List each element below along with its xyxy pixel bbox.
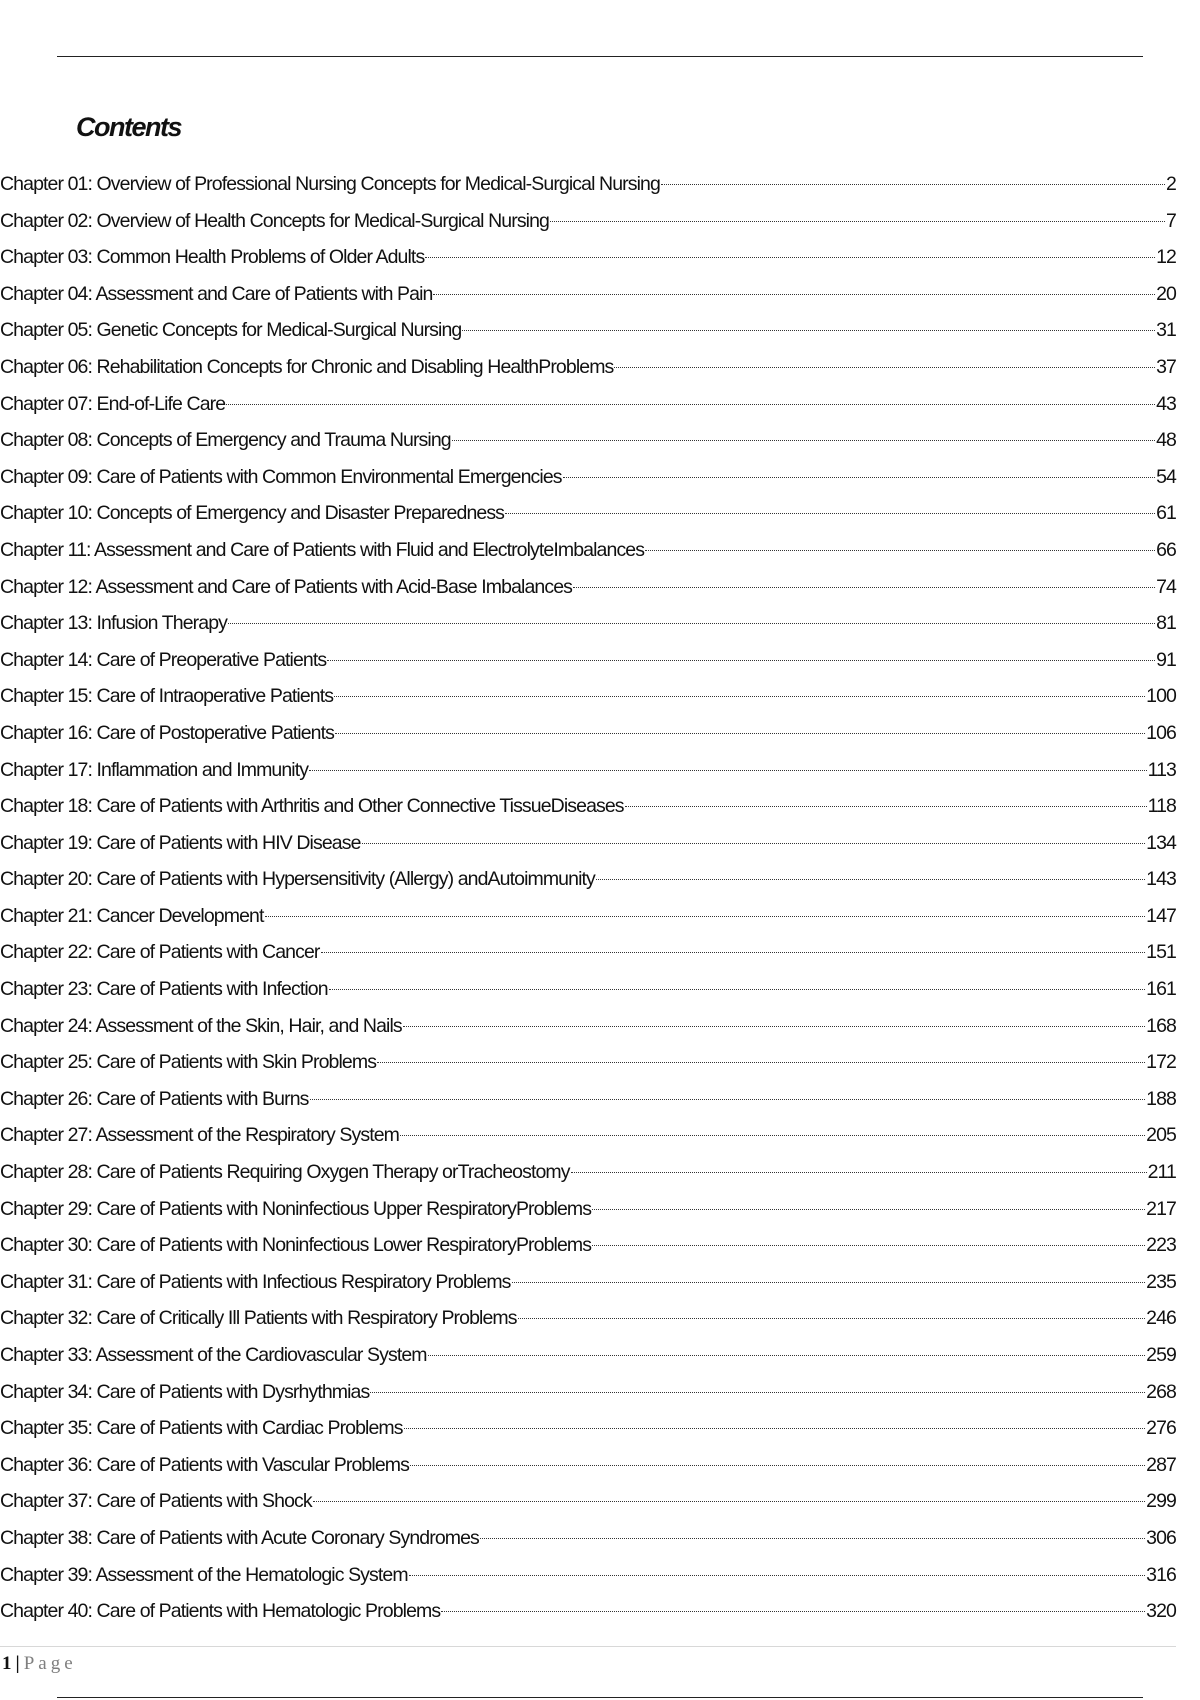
toc-entry[interactable] <box>0 934 1176 971</box>
toc-entry[interactable] <box>0 1227 1176 1264</box>
toc-entry-page: 316 <box>1146 1563 1176 1586</box>
toc-entry-page: 217 <box>1146 1197 1176 1220</box>
toc-entry-page: 54 <box>1156 465 1176 488</box>
toc-entry[interactable] <box>0 422 1176 459</box>
toc-dot-leader <box>462 330 1155 331</box>
toc-dot-leader <box>573 587 1155 588</box>
toc-entry-title: Chapter 32: Care of Critically Ill Patients with Respiratory Problems <box>0 1307 517 1330</box>
toc-entry-title: Chapter 36: Care of Patients with Vascular Problems <box>0 1453 409 1476</box>
footer-separator <box>0 1646 1176 1647</box>
toc-entry-title: Chapter 29: Care of Patients with Noninfectious Upper RespiratoryProblems <box>0 1197 592 1220</box>
toc-dot-leader <box>512 1282 1146 1283</box>
toc-entry-page: 43 <box>1156 392 1176 415</box>
toc-entry-page: 100 <box>1146 685 1176 708</box>
toc-entry-title: Chapter 14: Care of Preoperative Patients <box>0 648 327 671</box>
toc-entry-page: 113 <box>1147 758 1176 781</box>
toc-entry-title: Chapter 23: Care of Patients with Infection <box>0 978 328 1001</box>
header-rule <box>57 56 1143 57</box>
toc-dot-leader <box>403 1026 1145 1027</box>
toc-entry-page: 246 <box>1146 1307 1176 1330</box>
toc-entry[interactable] <box>0 1557 1176 1594</box>
toc-entry[interactable] <box>0 569 1176 606</box>
toc-entry-title: Chapter 34: Care of Patients with Dysrhythmias <box>0 1380 370 1403</box>
toc-entry-title: Chapter 33: Assessment of the Cardiovascular System <box>0 1344 427 1366</box>
toc-dot-leader <box>329 989 1145 990</box>
toc-dot-leader <box>441 1611 1145 1612</box>
toc-dot-leader <box>377 1062 1145 1063</box>
toc-entry-title: Chapter 38: Care of Patients with Acute Coronary Syndromes <box>0 1526 479 1549</box>
toc-entry[interactable] <box>0 715 1176 752</box>
toc-entry[interactable] <box>0 312 1176 349</box>
toc-entry-page: 7 <box>1166 209 1176 232</box>
toc-dot-leader <box>226 404 1155 405</box>
toc-entry-page: 74 <box>1156 575 1176 598</box>
toc-entry[interactable] <box>0 1447 1176 1484</box>
toc-dot-leader <box>661 184 1165 185</box>
toc-entry-page: 268 <box>1146 1380 1176 1403</box>
toc-entry-title: Chapter 10: Concepts of Emergency and Disaster Preparedness <box>0 502 505 525</box>
toc-entry-title: Chapter 16: Care of Postoperative Patients <box>0 721 334 744</box>
toc-dot-leader <box>334 696 1145 697</box>
toc-entry-page: 172 <box>1146 1051 1176 1074</box>
toc-dot-leader <box>335 733 1145 734</box>
toc-entry-title: Chapter 35: Care of Patients with Cardiac Problems <box>0 1417 403 1440</box>
toc-dot-leader <box>362 843 1146 844</box>
toc-dot-leader <box>265 916 1146 917</box>
footer-page-label: Page <box>23 1653 77 1674</box>
toc-entry-page: 259 <box>1146 1344 1176 1366</box>
toc-entry-page: 188 <box>1146 1087 1176 1110</box>
toc-entry-title: Chapter 08: Concepts of Emergency and Trauma Nursing <box>0 429 451 452</box>
toc-entry-title: Chapter 07: End-of-Life Care <box>0 392 226 415</box>
toc-dot-leader <box>571 1172 1147 1173</box>
toc-entry[interactable] <box>0 1008 1176 1045</box>
toc-entry[interactable] <box>0 971 1176 1008</box>
toc-entry[interactable] <box>0 495 1176 532</box>
toc-entry-title: Chapter 28: Care of Patients Requiring Oxygen Therapy orTracheostomy <box>0 1161 570 1184</box>
toc-entry-page: 143 <box>1146 868 1176 891</box>
toc-entry[interactable] <box>0 678 1176 715</box>
toc-entry-page: 48 <box>1156 429 1176 452</box>
toc-entry[interactable] <box>0 861 1176 898</box>
toc-entry-page: 276 <box>1146 1417 1176 1440</box>
toc-entry[interactable] <box>0 1117 1176 1154</box>
toc-entry-page: 2 <box>1166 173 1176 195</box>
toc-entry[interactable] <box>0 349 1176 386</box>
toc-dot-leader <box>518 1318 1146 1319</box>
toc-entry-page: 161 <box>1146 978 1176 1001</box>
toc-entry-page: 306 <box>1146 1526 1176 1549</box>
toc-entry-title: Chapter 30: Care of Patients with Noninfectious Lower RespiratoryProblems <box>0 1234 592 1257</box>
toc-dot-leader <box>592 1209 1145 1210</box>
toc-entry-title: Chapter 02: Overview of Health Concepts for Medical-Surgical Nursing <box>0 209 549 232</box>
toc-dot-leader <box>480 1538 1145 1539</box>
toc-dot-leader <box>321 952 1146 953</box>
toc-entry-title: Chapter 05: Genetic Concepts for Medical-Surgical Nursing <box>0 319 462 342</box>
toc-entry[interactable] <box>0 752 1176 789</box>
toc-entry[interactable] <box>0 825 1176 862</box>
toc-dot-leader <box>309 770 1146 771</box>
toc-dot-leader <box>425 257 1155 258</box>
toc-entry-page: 91 <box>1156 648 1176 671</box>
toc-entry-title: Chapter 13: Infusion Therapy <box>0 612 228 635</box>
toc-entry-title: Chapter 19: Care of Patients with HIV Disease <box>0 831 361 854</box>
toc-entry-title: Chapter 22: Care of Patients with Cancer <box>0 941 320 964</box>
toc-entry[interactable] <box>0 1300 1176 1337</box>
toc-heading: Contents <box>76 112 181 142</box>
toc-entry[interactable] <box>0 1593 1176 1630</box>
toc-entry-page: 205 <box>1146 1124 1176 1147</box>
toc-entry[interactable] <box>0 1410 1176 1447</box>
toc-entry[interactable] <box>0 898 1176 935</box>
toc-dot-leader <box>550 221 1165 222</box>
footer-rule <box>57 1697 1143 1698</box>
toc-entry[interactable] <box>0 642 1176 679</box>
toc-dot-leader <box>592 1245 1145 1246</box>
toc-entry-page: 168 <box>1146 1014 1176 1037</box>
toc-dot-leader <box>563 477 1155 478</box>
toc-entry[interactable] <box>0 276 1176 313</box>
toc-entry-page: 66 <box>1156 538 1176 561</box>
footer-separator-glyph: | <box>15 1653 20 1674</box>
toc-entry[interactable] <box>0 203 1176 240</box>
toc-dot-leader <box>596 879 1145 880</box>
toc-entry[interactable] <box>0 1154 1176 1191</box>
toc-entry[interactable] <box>0 1483 1176 1520</box>
toc-entry-title: Chapter 39: Assessment of the Hematologic System <box>0 1563 408 1586</box>
toc-dot-leader <box>505 513 1155 514</box>
toc-entry[interactable] <box>0 386 1176 423</box>
toc-dot-leader <box>404 1428 1146 1429</box>
toc-entry[interactable] <box>0 239 1176 276</box>
toc-entry[interactable] <box>0 459 1176 496</box>
toc-entry[interactable] <box>0 1081 1176 1118</box>
toc-entry-title: Chapter 18: Care of Patients with Arthritis and Other Connective TissueDiseases <box>0 795 624 818</box>
toc-entry-title: Chapter 27: Assessment of the Respiratory System <box>0 1124 399 1147</box>
toc-entry-title: Chapter 03: Common Health Problems of Older Adults <box>0 246 425 269</box>
toc-entry-title: Chapter 24: Assessment of the Skin, Hair, and Nails <box>0 1014 402 1037</box>
toc-entry[interactable] <box>0 532 1176 569</box>
toc-entry-page: 12 <box>1156 246 1176 269</box>
toc-entry-page: 31 <box>1156 319 1176 342</box>
toc-dot-leader <box>452 440 1155 441</box>
toc-entry[interactable] <box>0 1337 1176 1374</box>
page-footer <box>2 1652 77 1676</box>
toc-entry-title: Chapter 26: Care of Patients with Burns <box>0 1087 309 1110</box>
toc-entry-title: Chapter 01: Overview of Professional Nursing Concepts for Medical-Surgical Nursing <box>0 173 660 195</box>
toc-entry[interactable] <box>0 788 1176 825</box>
toc-entry[interactable] <box>0 1264 1176 1301</box>
toc-entry-title: Chapter 12: Assessment and Care of Patients with Acid-Base Imbalances <box>0 575 572 598</box>
toc-dot-leader <box>310 1099 1146 1100</box>
toc-dot-leader <box>428 1355 1146 1356</box>
table-of-contents <box>0 166 1176 1630</box>
toc-entry-page: 151 <box>1146 941 1176 964</box>
toc-dot-leader <box>433 294 1155 295</box>
toc-dot-leader <box>370 1392 1145 1393</box>
toc-entry[interactable] <box>0 166 1176 203</box>
toc-entry-page: 118 <box>1147 795 1176 818</box>
toc-entry-title: Chapter 37: Care of Patients with Shock <box>0 1490 312 1513</box>
footer-page-number: 1 <box>2 1653 12 1674</box>
toc-entry-page: 287 <box>1146 1453 1176 1476</box>
toc-entry-title: Chapter 11: Assessment and Care of Patients with Fluid and ElectrolyteImbalances <box>0 538 645 561</box>
toc-dot-leader <box>614 367 1155 368</box>
toc-dot-leader <box>228 623 1155 624</box>
toc-entry-title: Chapter 21: Cancer Development <box>0 904 264 927</box>
toc-entry[interactable] <box>0 1044 1176 1081</box>
toc-entry-page: 37 <box>1156 355 1176 378</box>
toc-entry-title: Chapter 31: Care of Patients with Infectious Respiratory Problems <box>0 1270 511 1293</box>
toc-entry-title: Chapter 09: Care of Patients with Common Environmental Emergencies <box>0 465 562 488</box>
toc-dot-leader <box>410 1465 1145 1466</box>
toc-entry-title: Chapter 04: Assessment and Care of Patients with Pain <box>0 282 433 305</box>
toc-entry[interactable] <box>0 1520 1176 1557</box>
toc-entry-page: 299 <box>1146 1490 1176 1513</box>
toc-entry-page: 235 <box>1146 1270 1176 1293</box>
toc-dot-leader <box>409 1575 1145 1576</box>
toc-entry-page: 320 <box>1146 1600 1176 1623</box>
toc-entry-page: 147 <box>1146 904 1176 927</box>
toc-entry-page: 134 <box>1146 831 1176 854</box>
toc-entry-page: 106 <box>1146 721 1176 744</box>
toc-entry[interactable] <box>0 605 1176 642</box>
toc-entry-title: Chapter 15: Care of Intraoperative Patients <box>0 685 334 708</box>
toc-dot-leader <box>645 550 1155 551</box>
toc-entry-title: Chapter 17: Inflammation and Immunity <box>0 758 309 781</box>
toc-dot-leader <box>400 1135 1145 1136</box>
toc-entry-title: Chapter 25: Care of Patients with Skin Problems <box>0 1051 377 1074</box>
toc-entry-page: 211 <box>1147 1161 1176 1184</box>
toc-entry[interactable] <box>0 1374 1176 1411</box>
toc-entry-page: 20 <box>1156 282 1176 305</box>
toc-dot-leader <box>327 660 1155 661</box>
toc-entry[interactable] <box>0 1191 1176 1228</box>
toc-entry-page: 81 <box>1156 612 1176 635</box>
toc-entry-title: Chapter 40: Care of Patients with Hematologic Problems <box>0 1600 441 1623</box>
toc-dot-leader <box>625 806 1147 807</box>
toc-entry-title: Chapter 06: Rehabilitation Concepts for Chronic and Disabling HealthProblems <box>0 355 614 378</box>
toc-entry-title: Chapter 20: Care of Patients with Hypersensitivity (Allergy) andAutoimmunity <box>0 868 595 891</box>
toc-entry-page: 61 <box>1156 502 1176 525</box>
toc-entry-page: 223 <box>1146 1234 1176 1257</box>
toc-dot-leader <box>313 1501 1145 1502</box>
